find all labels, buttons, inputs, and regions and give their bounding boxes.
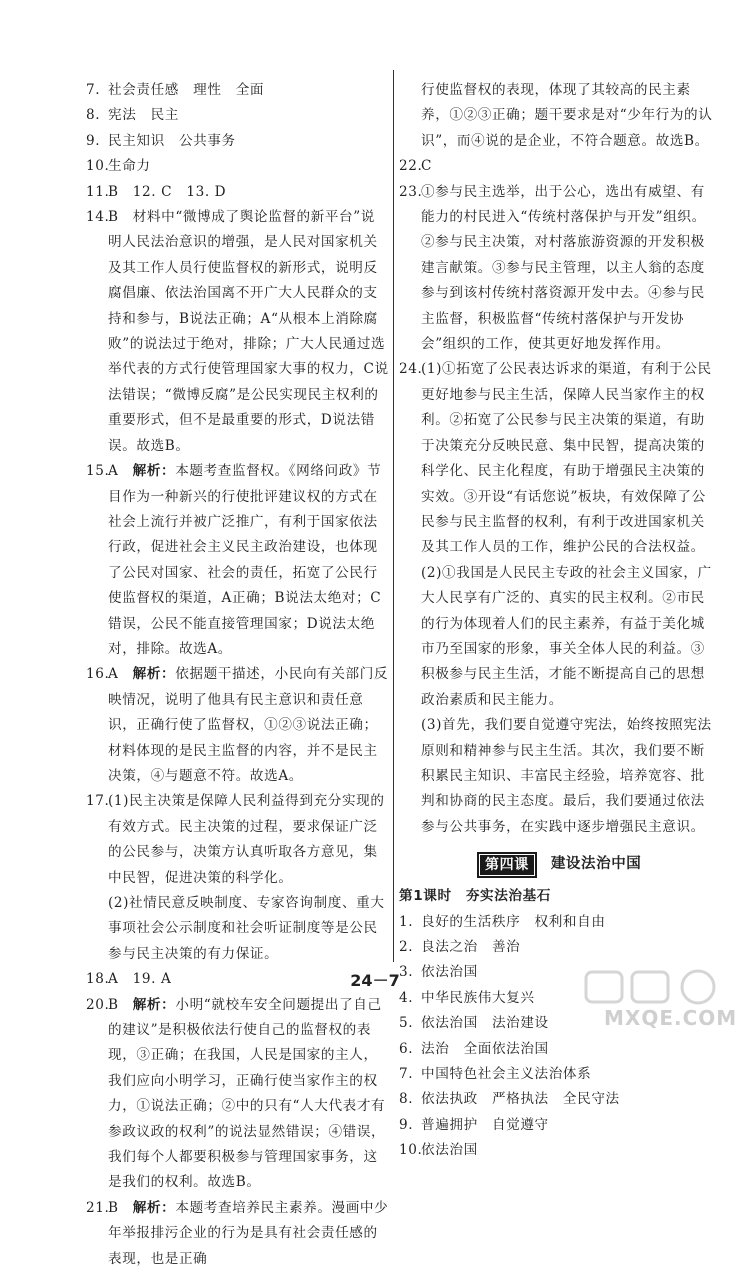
answer-number: 7. — [86, 82, 101, 98]
answer-item — [86, 891, 389, 967]
answer-number: 3. — [399, 964, 414, 981]
answer-number: 2. — [399, 939, 414, 955]
answer-text: 良好的生活秩序 权利和自由 — [421, 913, 606, 930]
section-title: 建设法治中国 — [550, 856, 642, 873]
answer-item — [86, 154, 389, 179]
left-column — [86, 78, 389, 1272]
analysis-label: 解析： — [132, 996, 176, 1013]
answer-text: A 19. A — [108, 971, 172, 988]
section-header — [399, 850, 715, 880]
answer-text: C — [421, 158, 433, 175]
answer-number: 14. — [86, 209, 110, 226]
answer-number: 22. — [399, 158, 423, 175]
answer-text: 依法执政 严格执法 全民守法 — [421, 1091, 620, 1108]
lesson-badge: 第四课 — [477, 852, 537, 878]
answer-text: (1)①拓宽了公民表达诉求的渠道，有利于公民更好地参与民主生活，保障人民当家作主的权利。②拓宽了公民参与民主决策的渠道，有助于决策充分反映民意、集中民智，提高决策的科学化、民主化程度，有助于增强民主决策的实效。③开设“有话您说”板块，有效保障了公民参与民主监督的权利，有利于改进国家机关及其工作人员的工作，维护公民的合法权益。 — [421, 361, 712, 556]
answer-number: 9. — [399, 1116, 414, 1133]
answer-number: 8. — [399, 1091, 414, 1108]
answer-text: (1)民主决策是保障人民利益得到充分实现的有效方式。民主决策的过程，要求保证广泛的公民参与，决策方认真听取各方意见，集中民智，促进决策的科学化。 — [108, 793, 385, 886]
answer-item — [399, 1087, 715, 1112]
answer-item — [86, 1196, 389, 1272]
answer-item — [86, 205, 389, 459]
answer-text: 中华民族伟大复兴 — [421, 989, 535, 1006]
answer-text: 依据题干描述，小民向有关部门反映情况，说明了他具有民主意识和责任意识，正确行使了监督权，①②③说法正确；材料体现的是民主监督的内容，并不是民主决策，④与题意不符。故选A。 — [108, 666, 389, 784]
answer-text: B 12. C 13. D — [108, 183, 227, 200]
lesson-title: 第1课时 夯实法治基石 — [399, 888, 551, 905]
column-divider — [393, 70, 394, 962]
answer-text: 依法治国 法治建设 — [421, 1015, 549, 1032]
answer-text: ①参与民主选举，出于公心，选出有威望、有能力的村民进入“传统村落保护与开发”组织。②参与民主决策，对村落旅游资源的开发积极建言献策。③参与民主管理，以主人翁的态度参与到该村传统村落资源开发中去。④参与民主监督，积极监督“传统村落保护与开发协会”组织的工作，使其更好地发挥作用。 — [421, 183, 706, 353]
answer-number: 11. — [86, 183, 110, 200]
answer-number: 21. — [86, 1199, 110, 1216]
answer-item — [86, 129, 389, 154]
answer-item — [86, 103, 389, 128]
watermark-logo — [582, 968, 738, 1030]
watermark-site: MXQE.COM — [604, 1006, 738, 1030]
analysis-label: 解析： — [132, 666, 176, 683]
answer-number: 15. — [86, 463, 110, 480]
answer-item — [399, 713, 715, 840]
answer-text: 依法治国 — [421, 964, 478, 981]
answer-item — [399, 561, 715, 713]
answer-number: 18. — [86, 971, 110, 988]
answer-item — [86, 78, 389, 103]
answer-text: 行使监督权的表现，体现了其较高的民主素养，①②③正确；题干要求是对“少年行为的认识”，而④说的是企业，不符合题意。故选B。 — [421, 82, 713, 149]
answer-item — [399, 1037, 715, 1062]
answer-number: 7. — [399, 1066, 414, 1083]
answer-item — [399, 78, 715, 154]
answer-number: 16. — [86, 666, 110, 683]
answer-text: 本题考查监督权。《网络问政》节目作为一种新兴的行使批评建议权的方式在社会上流行并被广泛推广，有利于国家依法行政，促进社会主义民主政治建设，也体现了公民对国家、社会的责任，拓宽了公民行使监督权的渠道，A正确；B说法太绝对；C错误，公民不能直接管理国家；D说法太绝对，排除。故选A。 — [108, 463, 382, 657]
answer-item — [86, 180, 389, 205]
answer-number: 20. — [86, 996, 110, 1013]
analysis-label: 解析： — [132, 1199, 176, 1216]
answer-text: 依法治国 — [421, 1142, 478, 1159]
answer-number: 8. — [86, 107, 101, 124]
answer-item — [399, 1113, 715, 1138]
answer-number: 24. — [399, 361, 423, 378]
answer-item — [86, 662, 389, 789]
answer-number: 10. — [399, 1142, 423, 1159]
answer-text: 中国特色社会主义法治体系 — [421, 1066, 592, 1083]
answer-text: 法治 全面依法治国 — [421, 1040, 549, 1057]
watermark-brand-icon — [582, 968, 732, 1008]
answer-text: B 材料中“微博成了舆论监督的新平台”说明人民法治意识的增强，是人民对国家机关及其工作人员行使监督权的新形式，说明反腐倡廉、依法治国离不开广大人民群众的支持和参与，B说法正确；A“从根本上消除腐败”的说法过于绝对，排除；广大人民通过选举代表的方式行使管理国家大事的权力，C说法错误；“微博反腐”是公民实现民主权利的重要形式，但不是最重要的形式，D说法错误。故选B。 — [108, 209, 389, 454]
answer-item — [399, 180, 715, 358]
answer-number: 9. — [86, 132, 101, 149]
answer-number: 1. — [399, 913, 414, 930]
answer-item — [399, 1138, 715, 1163]
answer-text: 普遍拥护 自觉遵守 — [421, 1116, 549, 1133]
answer-item — [399, 154, 715, 179]
answer-choice: A — [108, 463, 133, 480]
answer-text: 良法之治 善治 — [421, 939, 521, 955]
answer-text: 民主知识 公共事务 — [108, 132, 236, 149]
answer-choice: B — [108, 1199, 133, 1216]
answer-item — [86, 459, 389, 662]
answer-text: 本题考查培养民主素养。漫画中少年举报排污企业的行为是具有社会责任感的表现，也是正确 — [108, 1199, 389, 1267]
answer-number: 17. — [86, 793, 110, 810]
answer-number: 4. — [399, 989, 414, 1006]
answer-number: 10. — [86, 158, 110, 175]
answer-number: 23. — [399, 183, 423, 200]
answer-number: 5. — [399, 1015, 414, 1032]
answer-text: 宪法 民主 — [108, 107, 179, 124]
answer-text: (3)首先，我们要自觉遵守宪法，始终按照宪法原则和精神参与民主生活。其次，我们要不断积累民主知识、丰富民主经验，培养宽容、批判和协商的民主态度。最后，我们要通过依法参与公共事务，在实践中逐步增强民主意识。 — [421, 717, 712, 835]
page-number: 24－7 — [350, 971, 400, 990]
answer-item — [399, 910, 715, 935]
answer-text: 小明“就校车安全问题提出了自己的建议”是积极依法行使自己的监督权的表现，③正确；在我国，人民是国家的主人，我们应向小明学习，正确行使当家作主的权力，①说法正确；②中的只有“人大代表才有参政议政的权利”的说法显然错误；④错误，我们每个人都要积极参与管理国家事务，这是我们的权利。故选B。 — [108, 996, 386, 1191]
answer-choice: B — [108, 996, 133, 1013]
answer-text: (2)①我国是人民民主专政的社会主义国家，广大人民享有广泛的、真实的民主权利。②市民的行为体现着人们的民主素养，有益于美化城市乃至国家的形象，事关全体人民的利益。③积极参与民主生活，才能不断提高自己的思想政治素质和民主能力。 — [421, 564, 712, 708]
answer-choice: A — [108, 666, 133, 683]
answer-item — [399, 1062, 715, 1087]
answer-item — [399, 935, 715, 960]
answer-text: 社会责任感 理性 全面 — [108, 82, 265, 98]
answer-item — [86, 789, 389, 891]
analysis-label: 解析： — [132, 463, 176, 480]
right-bottom-answers — [399, 910, 715, 1164]
answer-item — [399, 357, 715, 560]
right-top-answers — [399, 78, 715, 840]
answer-number: 6. — [399, 1040, 414, 1057]
answer-item — [86, 993, 389, 1196]
answer-text: 生命力 — [108, 158, 151, 175]
answer-text: (2)社情民意反映制度、专家咨询制度、重大事项社会公示制度和社会听证制度等是公民参与民主决策的有力保证。 — [108, 895, 385, 962]
